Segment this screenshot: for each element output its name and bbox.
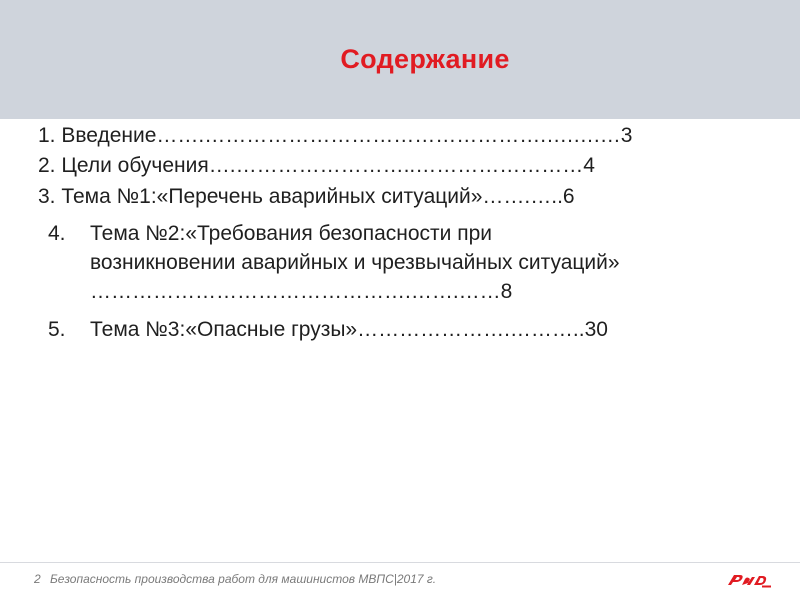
toc-item-topic-2-line-2: возникновении аварийных и чрезвычайных ситуаций» xyxy=(90,251,620,274)
toc-item-topic-3: Тема №3:«Опасные грузы»………………….………..30 xyxy=(90,318,608,341)
toc-item-topic-2 xyxy=(90,219,790,306)
toc-item-introduction: 1. Введение…….………………………………………….….….…3 xyxy=(38,124,633,147)
toc-item-learning-goals: 2. Цели обучения….……………………..……………………4 xyxy=(38,154,595,177)
rzd-logo xyxy=(726,571,772,589)
toc-item-topic-2-number: 4. xyxy=(48,222,66,245)
footer-page-number: 2 xyxy=(34,572,41,586)
slide-title: Содержание xyxy=(340,44,510,74)
toc-item-topic-2-line-1: Тема №2:«Требования безопасности при xyxy=(90,222,492,245)
toc-item-topic-2-line-3: ……………………………………….…….……8 xyxy=(90,280,513,303)
toc-item-topic-1: 3. Тема №1:«Перечень аварийных ситуаций»…….…..6 xyxy=(38,185,575,208)
footer-divider xyxy=(0,562,800,563)
footer-text: Безопасность производства работ для машинистов МВПС|2017 г. xyxy=(50,572,437,586)
toc-item-topic-3-number: 5. xyxy=(48,318,66,341)
